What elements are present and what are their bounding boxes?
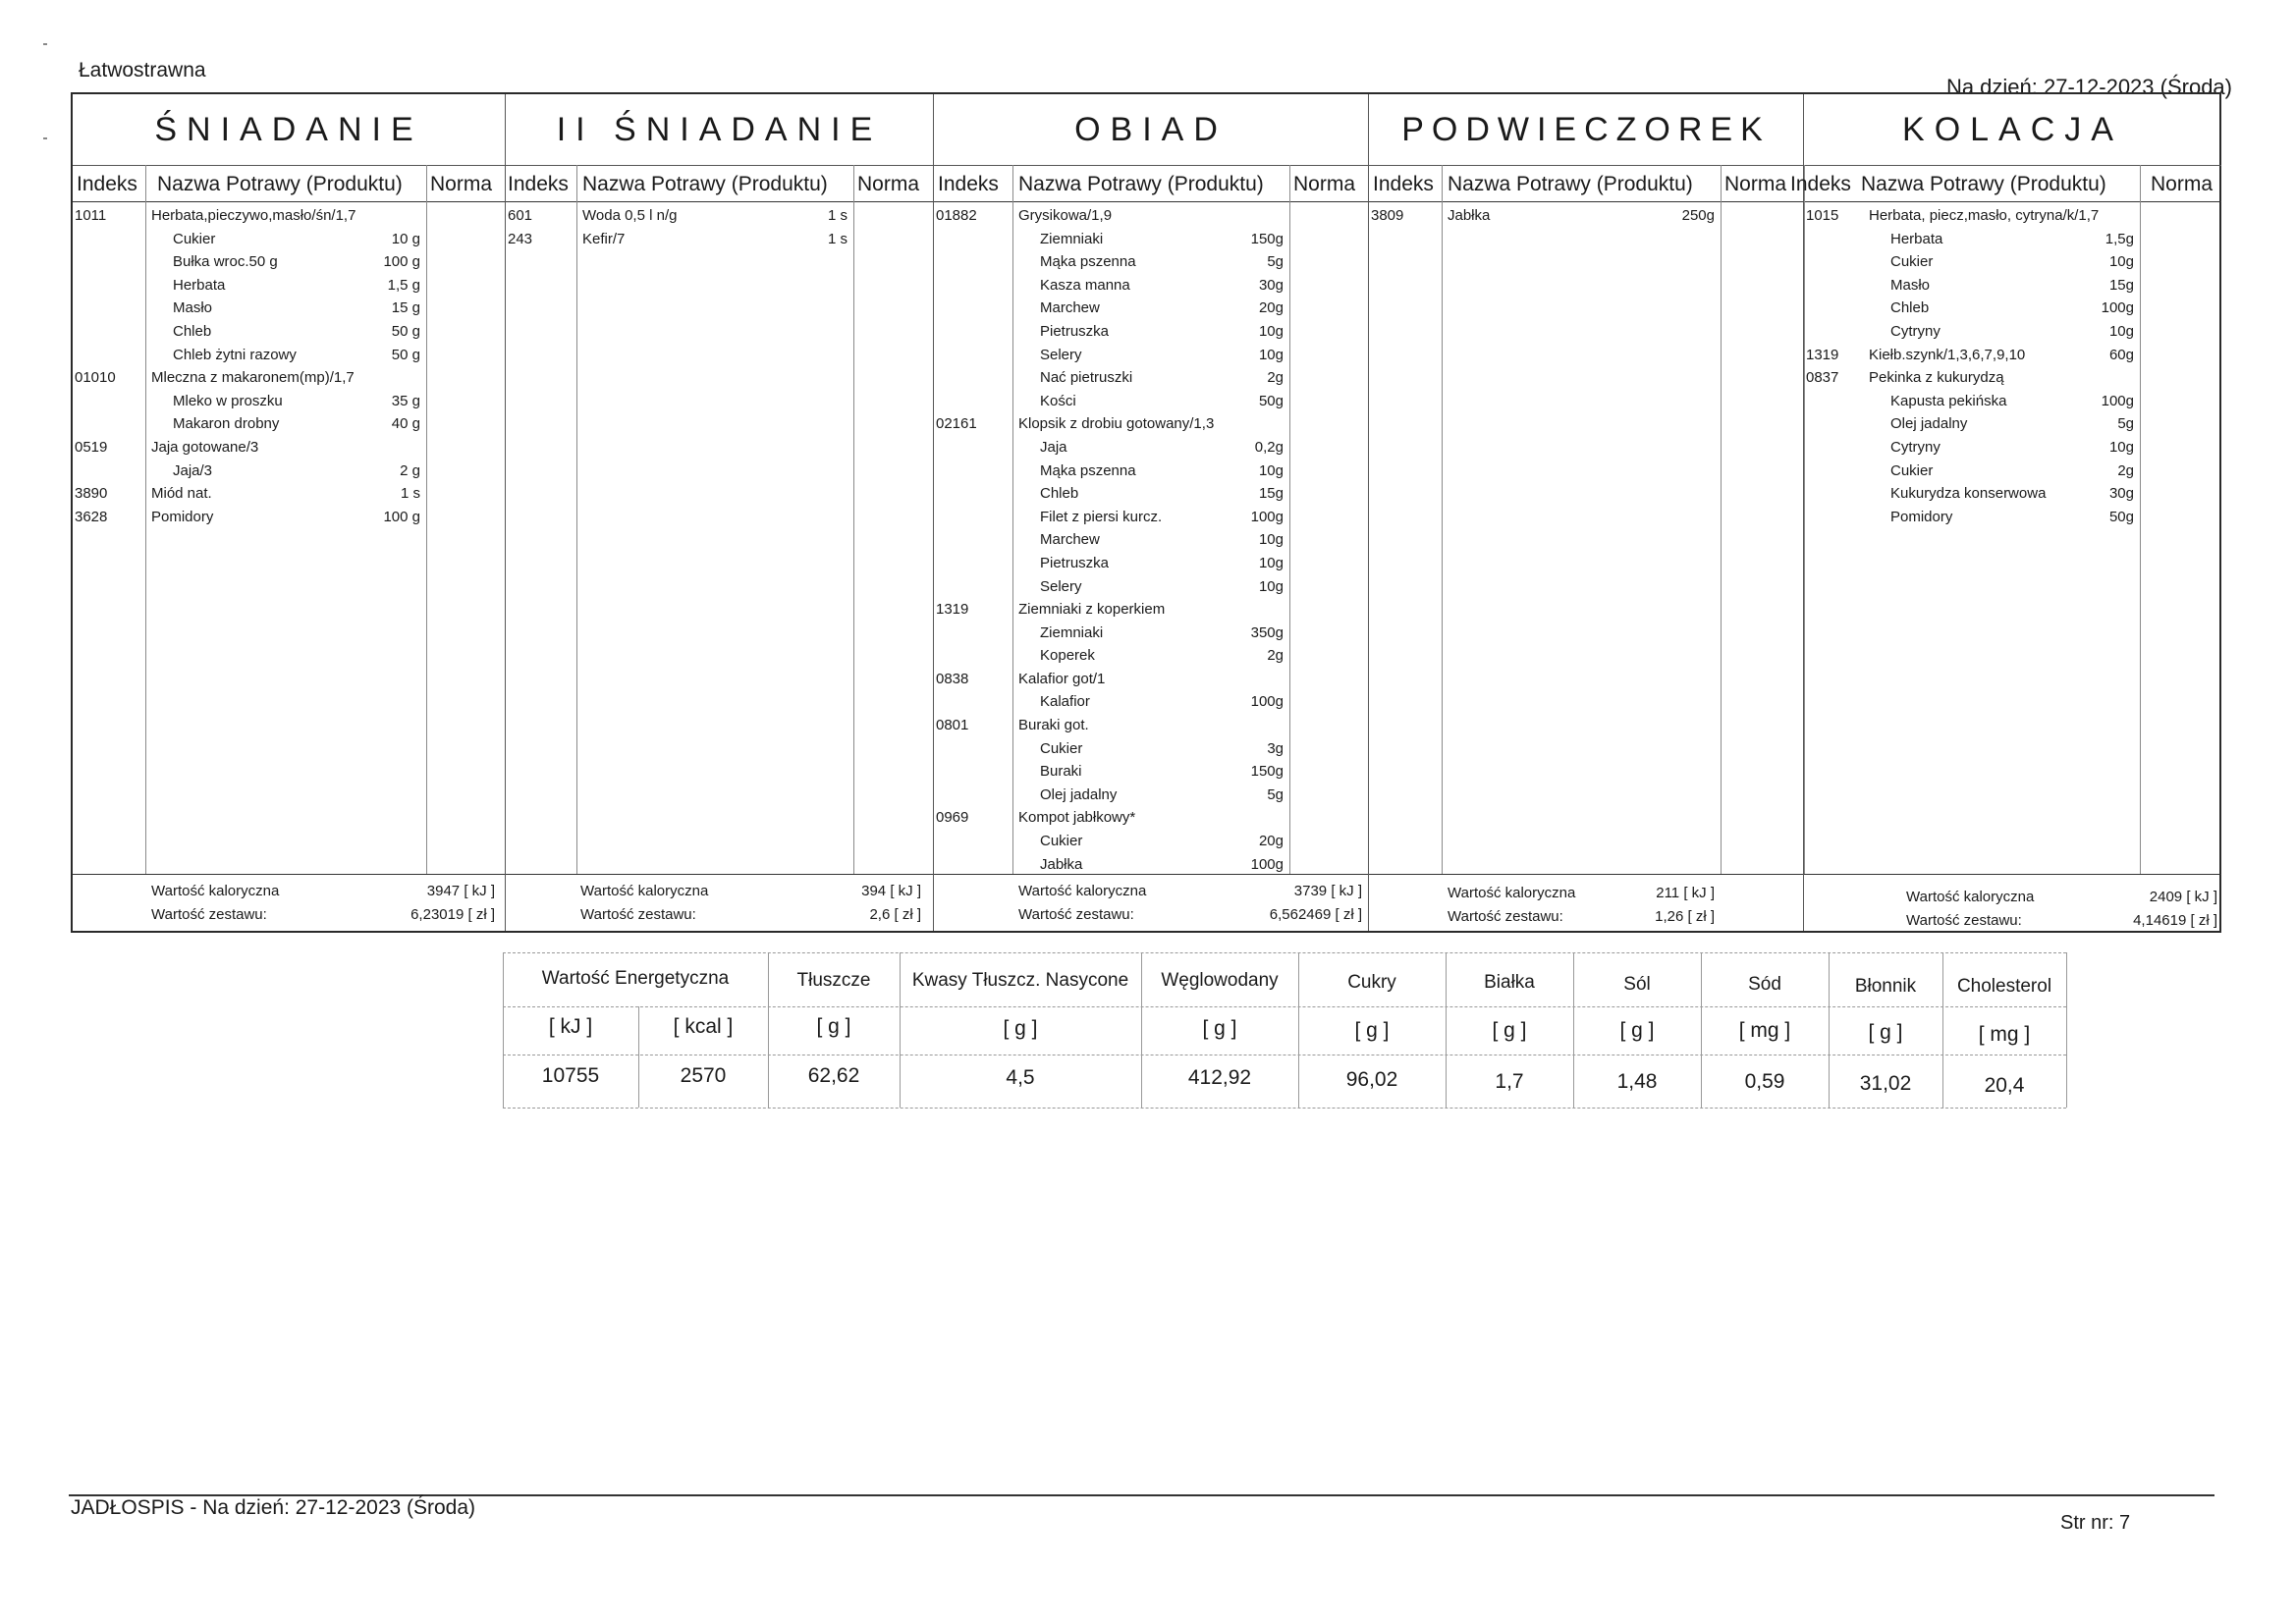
kcal-value: 394 [ kJ ] xyxy=(861,883,921,899)
unit-cell: [ g ] xyxy=(816,1015,851,1038)
row-norm: 10g xyxy=(2108,322,2134,340)
ingredient-name: Cukier xyxy=(1040,833,1083,850)
ingredient-name: Pomidory xyxy=(1890,508,1953,525)
menu-row xyxy=(934,528,1368,552)
nutrient-header: Sód xyxy=(1748,974,1781,995)
column-divider xyxy=(576,165,577,874)
ingredient-name: Ziemniaki xyxy=(1040,623,1104,641)
column-header-row xyxy=(73,165,505,202)
column-header-norm: Norma xyxy=(430,173,493,195)
dish-name: Kiełb.szynk/1,3,6,7,9,10 xyxy=(1869,346,2026,363)
column-header-norm: Norma xyxy=(857,173,920,195)
column-divider xyxy=(1442,165,1443,874)
unit-cell: [ mg ] xyxy=(1738,1019,1791,1042)
menu-row xyxy=(73,320,505,344)
menu-row xyxy=(1804,297,2221,320)
ingredient-name: Chleb żytni razowy xyxy=(173,346,297,363)
nutrient-header: Tłuszcze xyxy=(796,970,871,991)
menu-row xyxy=(506,204,933,228)
unit-cell: [ kJ ] xyxy=(548,1015,593,1038)
menu-row xyxy=(1804,250,2221,274)
meal-rows xyxy=(73,204,505,528)
ingredient-name: Chleb xyxy=(1040,485,1079,503)
value-cell: 0,59 xyxy=(1744,1070,1785,1093)
row-index: 601 xyxy=(508,207,533,224)
dish-name: Kalafior got/1 xyxy=(1018,670,1106,687)
value-cell: 62,62 xyxy=(807,1064,860,1087)
row-index: 0837 xyxy=(1806,369,1839,387)
table-rule xyxy=(2066,952,2067,1108)
row-index: 3890 xyxy=(75,485,108,503)
row-norm: 5g xyxy=(1267,253,1284,271)
menu-row xyxy=(934,436,1368,460)
meal-title: OBIAD xyxy=(1074,111,1228,148)
nutrient-header: Białka xyxy=(1484,972,1535,993)
row-norm: 15g xyxy=(1258,485,1284,503)
menu-row xyxy=(934,622,1368,645)
cost-label: Wartość zestawu: xyxy=(151,906,267,923)
menu-row xyxy=(934,344,1368,367)
kcal-label: Wartość kaloryczna xyxy=(1906,889,2035,905)
menu-row xyxy=(73,390,505,413)
row-norm: 10g xyxy=(1258,322,1284,340)
menu-row xyxy=(934,506,1368,529)
dish-name: Pomidory xyxy=(151,508,214,525)
ingredient-name: Filet z piersi kurcz. xyxy=(1040,508,1163,525)
row-index: 1011 xyxy=(75,207,107,224)
menu-row xyxy=(934,274,1368,298)
row-norm: 2 g xyxy=(400,461,420,479)
menu-row xyxy=(934,552,1368,575)
row-norm: 50g xyxy=(1258,392,1284,409)
row-norm: 2g xyxy=(1267,369,1284,387)
menu-row xyxy=(934,853,1368,877)
column-header-norm: Norma xyxy=(2151,173,2214,195)
column-header-row xyxy=(1804,165,2221,202)
ingredient-name: Kości xyxy=(1040,392,1076,409)
menu-row xyxy=(73,506,505,529)
menu-row xyxy=(73,297,505,320)
ingredient-name: Bułka wroc.50 g xyxy=(173,253,278,271)
meal-rows xyxy=(506,204,933,250)
column-header-index: Indeks xyxy=(1373,173,1434,195)
ingredient-name: Selery xyxy=(1040,577,1082,595)
menu-row xyxy=(1804,412,2221,436)
unit-cell: [ g ] xyxy=(1868,1021,1903,1044)
menu-row xyxy=(73,436,505,460)
ingredient-name: Cukier xyxy=(1890,253,1934,271)
menu-date-label: Na dzień: 27-12-2023 (Środa) xyxy=(1945,75,2232,99)
table-rule xyxy=(503,1108,2066,1109)
meal-title: ŚNIADANIE xyxy=(154,111,423,148)
row-index: 1015 xyxy=(1806,207,1839,224)
menu-row xyxy=(934,737,1368,761)
dish-name: Herbata,pieczywo,masło/śn/1,7 xyxy=(151,207,356,224)
ingredient-name: Pietruszka xyxy=(1040,322,1110,340)
row-norm: 10g xyxy=(2108,438,2134,456)
menu-row xyxy=(934,644,1368,668)
nutrient-header: Cukry xyxy=(1347,972,1396,993)
menu-row xyxy=(934,690,1368,714)
value-cell: 96,02 xyxy=(1345,1068,1398,1091)
row-norm: 3g xyxy=(1267,739,1284,757)
menu-row xyxy=(934,806,1368,830)
menu-row xyxy=(1369,204,1803,228)
unit-cell: [ g ] xyxy=(1354,1019,1390,1042)
row-index: 0801 xyxy=(936,717,969,734)
menu-row xyxy=(1804,436,2221,460)
meal-totals xyxy=(1804,874,2221,931)
column-header-index: Indeks xyxy=(938,173,999,195)
row-norm: 0,2g xyxy=(1254,438,1284,456)
row-norm: 20g xyxy=(1258,299,1284,317)
ingredient-name: Mąka pszenna xyxy=(1040,461,1136,479)
cost-value: 6,23019 [ zł ] xyxy=(410,906,495,923)
row-index: 243 xyxy=(508,230,533,247)
ingredient-name: Koperek xyxy=(1040,647,1095,665)
row-norm: 1,5 g xyxy=(387,276,420,294)
cost-value: 1,26 [ zł ] xyxy=(1655,908,1715,925)
cost-value: 6,562469 [ zł ] xyxy=(1269,906,1362,923)
meal-rows xyxy=(1804,204,2221,528)
footer-title: JADŁOSPIS - Na dzień: 27-12-2023 (Środa) xyxy=(71,1496,476,1519)
menu-row xyxy=(73,204,505,228)
dish-name: Woda 0,5 l n/g xyxy=(582,207,678,224)
ingredient-name: Cukier xyxy=(1890,461,1934,479)
dish-name: Jaja gotowane/3 xyxy=(151,438,259,456)
row-index: 02161 xyxy=(936,415,977,433)
unit-cell: [ mg ] xyxy=(1978,1023,2031,1046)
ingredient-name: Jaja xyxy=(1040,438,1067,456)
row-norm: 100 g xyxy=(383,508,420,525)
kcal-value: 3739 [ kJ ] xyxy=(1293,883,1362,899)
menu-row xyxy=(1804,460,2221,483)
row-norm: 10g xyxy=(1258,531,1284,549)
column-header-index: Indeks xyxy=(508,173,569,195)
dish-name: Mleczna z makaronem(mp)/1,7 xyxy=(151,369,355,387)
row-norm: 15 g xyxy=(391,299,420,317)
menu-row xyxy=(1804,320,2221,344)
meal-totals xyxy=(1369,874,1803,931)
ingredient-name: Chleb xyxy=(173,322,212,340)
row-norm: 10g xyxy=(2108,253,2134,271)
ingredient-name: Kasza manna xyxy=(1040,276,1130,294)
menu-table xyxy=(71,92,2221,933)
nutrient-header: Cholesterol xyxy=(1956,976,2052,997)
column-header-row xyxy=(934,165,1368,202)
menu-row xyxy=(934,366,1368,390)
column-header-index: Indeks xyxy=(77,173,137,195)
page-number: Str nr: 7 xyxy=(2060,1512,2131,1534)
row-index: 0969 xyxy=(936,809,969,827)
row-norm: 100g xyxy=(2101,392,2134,409)
ingredient-name: Nać pietruszki xyxy=(1040,369,1133,387)
row-norm: 20g xyxy=(1258,833,1284,850)
meal-column-lunch xyxy=(934,94,1369,931)
column-header-norm: Norma xyxy=(1724,173,1787,195)
row-norm: 150g xyxy=(1250,230,1284,247)
row-index: 0519 xyxy=(75,438,108,456)
row-index: 1319 xyxy=(936,601,969,619)
column-header-name: Nazwa Potrawy (Produktu) xyxy=(582,173,828,195)
ingredient-name: Cytryny xyxy=(1890,438,1941,456)
dish-name: Herbata, piecz,masło, cytryna/k/1,7 xyxy=(1869,207,2100,224)
cost-label: Wartość zestawu: xyxy=(1448,908,1563,925)
row-norm: 100g xyxy=(1250,508,1284,525)
menu-row xyxy=(73,274,505,298)
menu-row xyxy=(934,412,1368,436)
cost-label: Wartość zestawu: xyxy=(1018,906,1134,923)
row-index: 3809 xyxy=(1371,207,1404,224)
row-index: 1319 xyxy=(1806,346,1839,363)
ingredient-name: Herbata xyxy=(173,276,226,294)
nutrition-summary xyxy=(503,952,2066,1113)
menu-row xyxy=(73,482,505,506)
menu-row xyxy=(73,228,505,251)
menu-row xyxy=(1804,228,2221,251)
ingredient-name: Jabłka xyxy=(1040,855,1083,873)
row-norm: 100 g xyxy=(383,253,420,271)
ingredient-name: Olej jadalny xyxy=(1040,785,1118,803)
value-cell: 1,7 xyxy=(1495,1070,1524,1093)
menu-row xyxy=(506,228,933,251)
menu-row xyxy=(73,344,505,367)
dish-name: Ziemniaki z koperkiem xyxy=(1018,601,1166,619)
menu-row xyxy=(934,575,1368,599)
ingredient-name: Pietruszka xyxy=(1040,554,1110,571)
menu-row xyxy=(1804,366,2221,390)
menu-row xyxy=(73,460,505,483)
kcal-label: Wartość kaloryczna xyxy=(151,883,280,899)
row-index: 01010 xyxy=(75,369,116,387)
cost-value: 2,6 [ zł ] xyxy=(869,906,921,923)
column-header-index: Indeks xyxy=(1790,173,1851,195)
unit-cell: [ g ] xyxy=(1202,1017,1237,1040)
row-norm: 10 g xyxy=(391,230,420,247)
row-norm: 5g xyxy=(1267,785,1284,803)
row-index: 0838 xyxy=(936,670,969,687)
row-norm: 100g xyxy=(1250,693,1284,711)
column-header-row xyxy=(1369,165,1803,202)
nutrient-header: Sól xyxy=(1623,974,1651,995)
column-header-name: Nazwa Potrawy (Produktu) xyxy=(157,173,403,195)
menu-row xyxy=(73,366,505,390)
menu-row xyxy=(1804,344,2221,367)
ingredient-name: Jaja/3 xyxy=(173,461,213,479)
menu-row xyxy=(934,460,1368,483)
menu-row xyxy=(73,412,505,436)
row-norm: 50 g xyxy=(391,322,420,340)
row-norm: 350g xyxy=(1250,623,1284,641)
scan-mark xyxy=(43,137,47,139)
ingredient-name: Chleb xyxy=(1890,299,1930,317)
scan-mark xyxy=(43,43,47,45)
ingredient-name: Kapusta pekińska xyxy=(1890,392,2007,409)
column-header-name: Nazwa Potrawy (Produktu) xyxy=(1018,173,1264,195)
kcal-value: 3947 [ kJ ] xyxy=(426,883,495,899)
table-rule xyxy=(503,952,2066,953)
meal-totals xyxy=(73,874,505,931)
menu-row xyxy=(934,760,1368,784)
ingredient-name: Mąka pszenna xyxy=(1040,253,1136,271)
row-norm: 30g xyxy=(2108,485,2134,503)
menu-row xyxy=(934,714,1368,737)
menu-row xyxy=(934,250,1368,274)
row-norm: 10g xyxy=(1258,554,1284,571)
row-norm: 150g xyxy=(1250,763,1284,781)
row-norm: 2g xyxy=(1267,647,1284,665)
menu-row xyxy=(934,830,1368,853)
menu-row xyxy=(934,320,1368,344)
row-norm: 35 g xyxy=(391,392,420,409)
ingredient-name: Kukurydza konserwowa xyxy=(1890,485,2047,503)
unit-cell: [ kcal ] xyxy=(673,1015,734,1038)
table-rule xyxy=(503,1006,2066,1007)
column-header-norm: Norma xyxy=(1293,173,1356,195)
meal-totals xyxy=(506,874,933,931)
value-cell: 4,5 xyxy=(1006,1066,1035,1089)
value-cell: 20,4 xyxy=(1984,1074,2025,1097)
kcal-value: 211 [ kJ ] xyxy=(1656,885,1715,901)
ingredient-name: Masło xyxy=(1890,276,1931,294)
cost-value: 4,14619 [ zł ] xyxy=(2133,912,2217,929)
menu-row xyxy=(934,482,1368,506)
ingredient-name: Selery xyxy=(1040,346,1082,363)
kcal-label: Wartość kaloryczna xyxy=(580,883,709,899)
column-header-row xyxy=(506,165,933,202)
row-norm: 10g xyxy=(1258,577,1284,595)
meal-title: KOLACJA xyxy=(1902,111,2123,148)
menu-row xyxy=(934,204,1368,228)
nutrient-header: Błonnik xyxy=(1854,976,1917,997)
row-norm: 50g xyxy=(2108,508,2134,525)
unit-cell: [ g ] xyxy=(1492,1019,1527,1042)
row-norm: 10g xyxy=(1258,461,1284,479)
row-norm: 100g xyxy=(1250,855,1284,873)
kcal-label: Wartość kaloryczna xyxy=(1018,883,1147,899)
row-index: 01882 xyxy=(936,207,977,224)
dish-name: Buraki got. xyxy=(1018,717,1089,734)
value-cell: 10755 xyxy=(541,1064,600,1087)
cost-label: Wartość zestawu: xyxy=(1906,912,2022,929)
column-header-name: Nazwa Potrawy (Produktu) xyxy=(1448,173,1693,195)
kcal-label: Wartość kaloryczna xyxy=(1448,885,1576,901)
meal-rows xyxy=(934,204,1368,876)
dish-name: Pekinka z kukurydzą xyxy=(1869,369,2004,387)
meal-rows xyxy=(1369,204,1803,228)
value-cell: 2570 xyxy=(680,1064,727,1087)
menu-row xyxy=(1804,390,2221,413)
diet-type-label: Łatwostrawna xyxy=(79,59,206,81)
column-divider xyxy=(1721,165,1722,874)
menu-row xyxy=(934,668,1368,691)
nutrient-header: Węglowodany xyxy=(1161,970,1279,991)
row-norm: 1 s xyxy=(827,207,847,224)
menu-row xyxy=(1804,204,2221,228)
unit-cell: [ g ] xyxy=(1619,1019,1655,1042)
column-header-name: Nazwa Potrawy (Produktu) xyxy=(1861,173,2106,195)
dish-name: Miód nat. xyxy=(151,485,212,503)
column-divider xyxy=(853,165,854,874)
value-cell: 412,92 xyxy=(1187,1066,1252,1089)
ingredient-name: Mleko w proszku xyxy=(173,392,283,409)
meal-column-dinner xyxy=(1804,94,2221,931)
ingredient-name: Marchew xyxy=(1040,531,1100,549)
meal-totals xyxy=(934,874,1368,931)
ingredient-name: Masło xyxy=(173,299,213,317)
meal-title: PODWIECZOREK xyxy=(1401,111,1771,148)
dish-name: Kompot jabłkowy* xyxy=(1018,809,1136,827)
unit-cell: [ g ] xyxy=(1003,1017,1038,1040)
row-norm: 60g xyxy=(2108,346,2134,363)
nutrient-header: Kwasy Tłuszcz. Nasycone xyxy=(911,970,1129,991)
row-norm: 15g xyxy=(2108,276,2134,294)
ingredient-name: Marchew xyxy=(1040,299,1100,317)
dish-name: Grysikowa/1,9 xyxy=(1018,207,1113,224)
ingredient-name: Buraki xyxy=(1040,763,1082,781)
ingredient-name: Cukier xyxy=(173,230,216,247)
row-norm: 10g xyxy=(1258,346,1284,363)
menu-row xyxy=(934,598,1368,622)
row-norm: 30g xyxy=(1258,276,1284,294)
row-norm: 2g xyxy=(2117,461,2134,479)
row-norm: 1 s xyxy=(827,230,847,247)
row-index: 3628 xyxy=(75,508,108,525)
ingredient-name: Ziemniaki xyxy=(1040,230,1104,247)
kcal-value: 2409 [ kJ ] xyxy=(2149,889,2217,905)
meal-title: II ŚNIADANIE xyxy=(556,111,883,148)
row-norm: 40 g xyxy=(391,415,420,433)
row-norm: 100g xyxy=(2101,299,2134,317)
row-norm: 50 g xyxy=(391,346,420,363)
menu-row xyxy=(1804,274,2221,298)
menu-row xyxy=(934,228,1368,251)
menu-row xyxy=(934,390,1368,413)
ingredient-name: Kalafior xyxy=(1040,693,1090,711)
dish-name: Klopsik z drobiu gotowany/1,3 xyxy=(1018,415,1215,433)
ingredient-name: Cytryny xyxy=(1890,322,1941,340)
row-norm: 250g xyxy=(1681,207,1715,224)
energy-header: Wartość Energetyczna xyxy=(541,968,730,989)
ingredient-name: Herbata xyxy=(1890,230,1943,247)
ingredient-name: Makaron drobny xyxy=(173,415,280,433)
dish-name: Jabłka xyxy=(1448,207,1491,224)
menu-row xyxy=(934,784,1368,807)
menu-row xyxy=(1804,506,2221,529)
menu-row xyxy=(934,297,1368,320)
cost-label: Wartość zestawu: xyxy=(580,906,696,923)
meal-column-afternoon-snack xyxy=(1369,94,1804,931)
value-cell: 1,48 xyxy=(1616,1070,1658,1093)
row-norm: 5g xyxy=(2117,415,2134,433)
menu-row xyxy=(73,250,505,274)
dish-name: Kefir/7 xyxy=(582,230,626,247)
ingredient-name: Cukier xyxy=(1040,739,1083,757)
row-norm: 1 s xyxy=(400,485,420,503)
row-norm: 1,5g xyxy=(2105,230,2134,247)
value-cell: 31,02 xyxy=(1859,1072,1912,1095)
meal-column-second-breakfast xyxy=(506,94,934,931)
menu-row xyxy=(1804,482,2221,506)
meal-column-breakfast xyxy=(73,94,506,931)
ingredient-name: Olej jadalny xyxy=(1890,415,1968,433)
